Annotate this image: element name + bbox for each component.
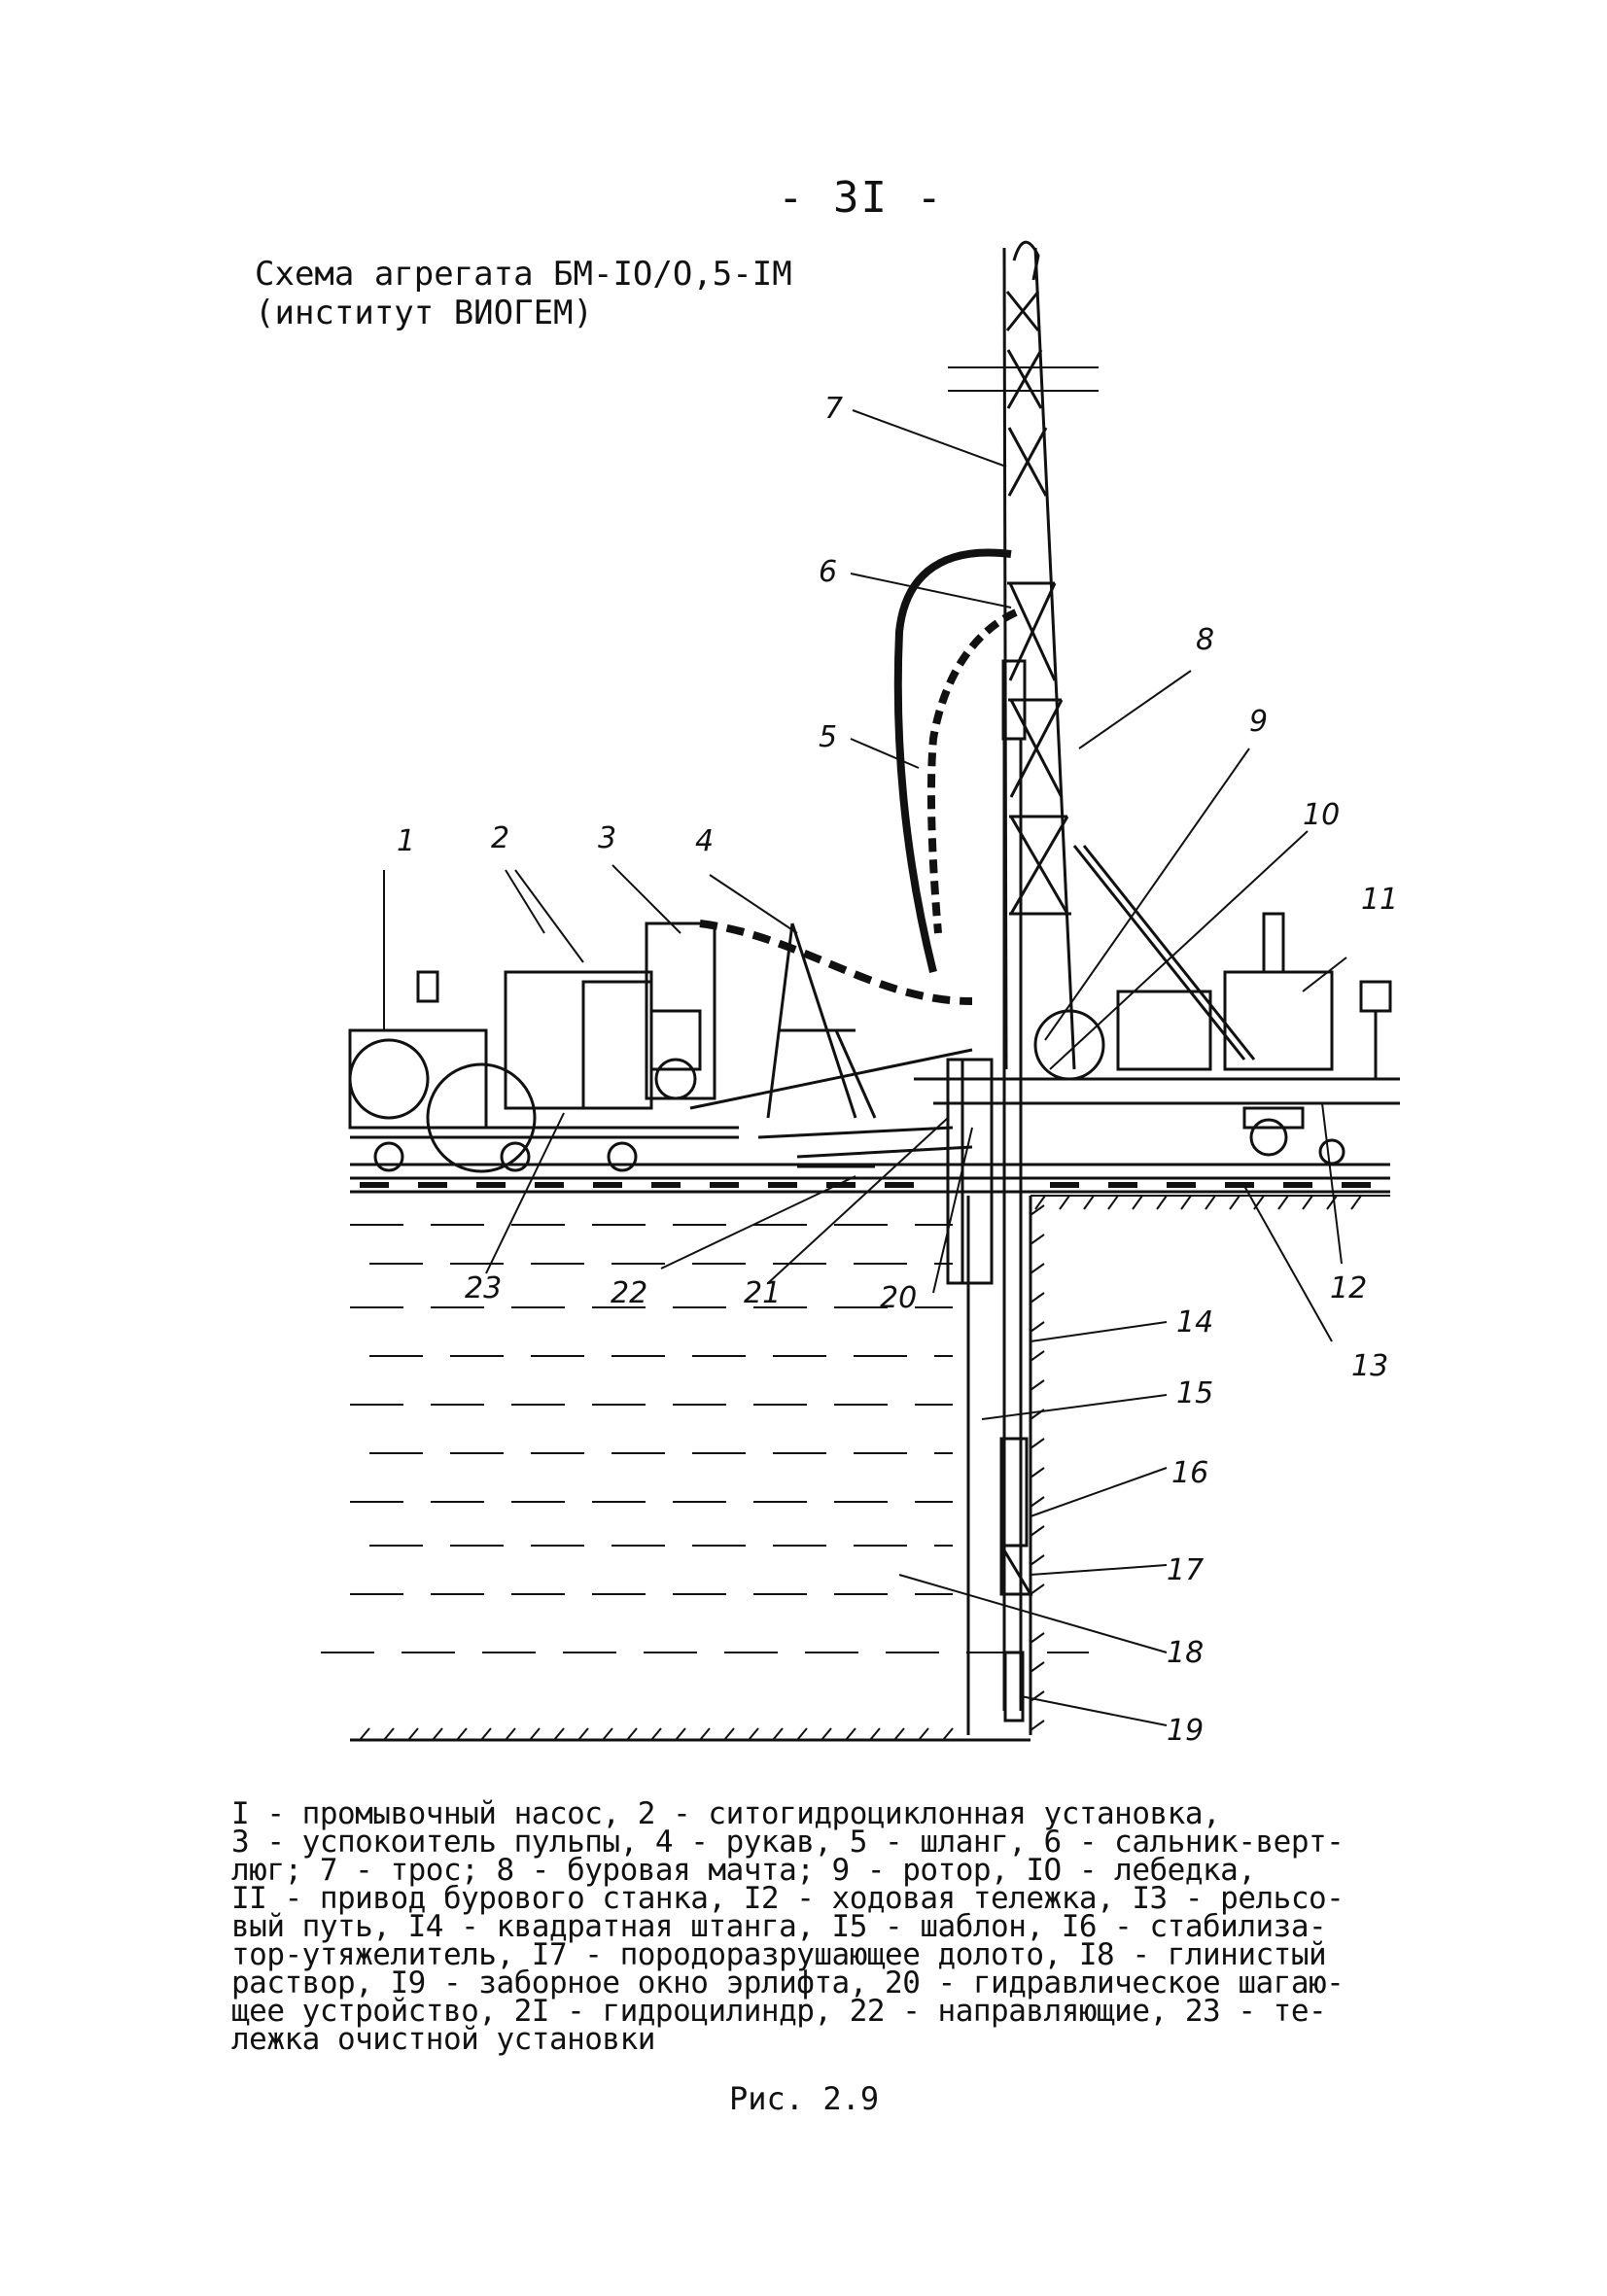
label-17: 17 (1167, 1553, 1205, 1587)
cleaning-unit (350, 923, 739, 1171)
clay-slurry (321, 1225, 1089, 1652)
label-18: 18 (1167, 1636, 1205, 1670)
legend-line: I - промывочный насос, 2 - ситогидроциклонная установка, (231, 1796, 1221, 1831)
label-4: 4 (695, 824, 715, 858)
figure-caption: Рис. 2.9 (729, 2080, 880, 2117)
label-2: 2 (491, 821, 510, 855)
page-number: - 3I - (778, 173, 944, 223)
label-6: 6 (819, 555, 838, 589)
label-11: 11 (1361, 883, 1399, 917)
drilling-mast (1004, 242, 1254, 1069)
guides (758, 1128, 972, 1166)
label-21: 21 (744, 1276, 782, 1310)
hose (700, 552, 1016, 1001)
label-16: 16 (1171, 1456, 1209, 1490)
label-22: 22 (611, 1276, 648, 1310)
label-1: 1 (397, 824, 416, 858)
legend-line: вый путь, I4 - квадратная штанга, I5 - шаблон, I6 - стабилиза- (231, 1909, 1327, 1944)
label-3: 3 (598, 821, 617, 855)
legend-line: 3 - успокоитель пульпы, 4 - рукав, 5 - шланг, 6 - сальник-верт- (231, 1825, 1345, 1860)
label-10: 10 (1303, 798, 1341, 832)
title-line-2: (институт ВИОГЕМ) (255, 294, 593, 332)
label-13: 13 (1351, 1349, 1389, 1383)
label-14: 14 (1176, 1305, 1214, 1339)
legend-line: раствор, I9 - заборное окно эрлифта, 20 - гидравлическое шагаю- (231, 1966, 1345, 2000)
label-7: 7 (824, 392, 844, 426)
label-15: 15 (1176, 1376, 1214, 1410)
legend-line: II - привод бурового станка, I2 - ходовая тележка, I3 - рельсо- (231, 1881, 1345, 1916)
title-line-1: Схема агрегата БМ-IO/O,5-IM (255, 255, 792, 294)
legend (231, 1796, 1398, 2057)
legend-line: люг; 7 - трос; 8 - буровая мачта; 9 - ротор, IO - лебедка, (231, 1853, 1256, 1888)
label-20: 20 (880, 1281, 918, 1315)
label-5: 5 (819, 720, 838, 754)
label-9: 9 (1249, 705, 1269, 739)
ground-surface (1031, 1196, 1390, 1209)
legend-line: лежка очистной установки (231, 2022, 655, 2057)
label-19: 19 (1167, 1714, 1205, 1748)
label-12: 12 (1330, 1271, 1368, 1305)
legend-line: щее устройство, 2I - гидроцилиндр, 22 - направляющие, 23 - те- (231, 1994, 1327, 2029)
bottom-ground (350, 1728, 1031, 1740)
label-23: 23 (465, 1271, 503, 1305)
label-8: 8 (1196, 623, 1215, 657)
legend-line: тор-утяжелитель, I7 - породоразрушающее долото, I8 - глинистый (231, 1937, 1327, 1972)
